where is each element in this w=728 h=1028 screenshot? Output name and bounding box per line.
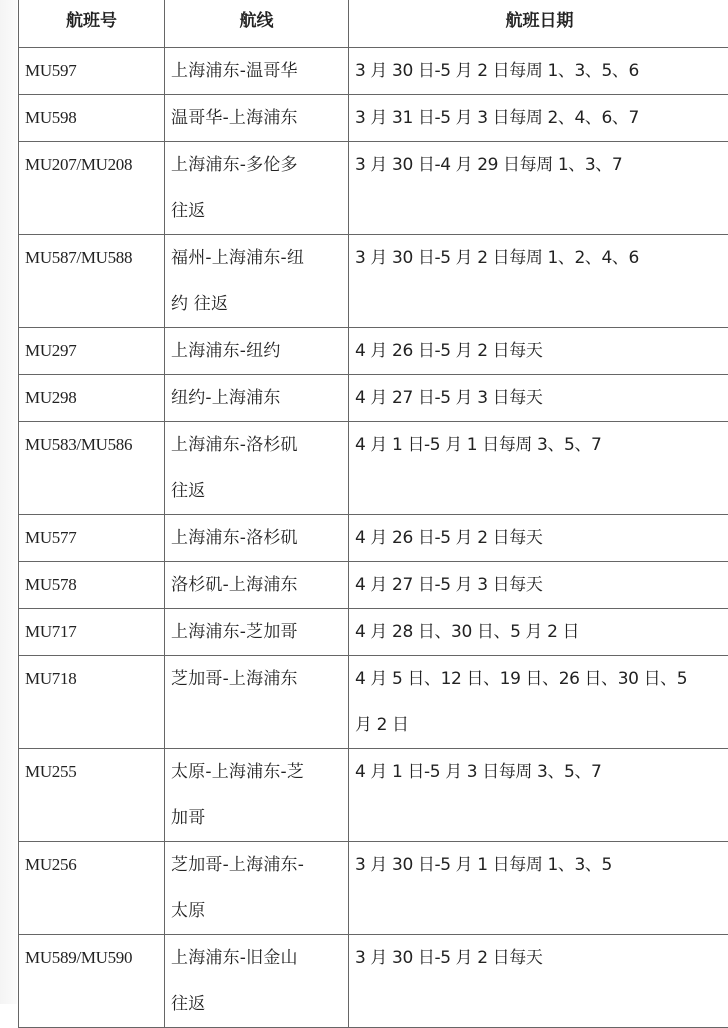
- route-line: 太原-上海浦东-芝: [171, 749, 348, 795]
- route-cell: [165, 656, 349, 749]
- flight-dates-cell: [349, 609, 728, 656]
- flight-number-cell: MU577: [19, 515, 165, 562]
- dates-line: 4 月 28 日、30 日、5 月 2 日: [355, 609, 728, 655]
- route-line: 上海浦东-芝加哥: [171, 609, 348, 655]
- table-header: [19, 0, 728, 48]
- page-left-margin: [0, 0, 17, 1004]
- table-row: [19, 422, 728, 515]
- header-flight-number: 航班号: [19, 0, 165, 48]
- flight-dates-cell: [349, 328, 728, 375]
- route-line: 上海浦东-多伦多: [171, 142, 348, 188]
- table-row: [19, 749, 728, 842]
- flight-number-cell: MU578: [19, 562, 165, 609]
- route-line: 往返: [171, 981, 348, 1027]
- route-cell: [165, 515, 349, 562]
- route-line: 洛杉矶-上海浦东: [171, 562, 348, 608]
- table-row: [19, 328, 728, 375]
- flight-schedule-table: [18, 0, 728, 1028]
- route-line: 纽约-上海浦东: [171, 375, 348, 421]
- flight-dates-cell: [349, 935, 728, 1028]
- route-cell: [165, 935, 349, 1028]
- route-cell: [165, 235, 349, 328]
- route-cell: [165, 749, 349, 842]
- route-line: 太原: [171, 888, 348, 934]
- flight-dates-cell: [349, 142, 728, 235]
- flight-number-cell: MU587/MU588: [19, 235, 165, 328]
- dates-line: 4 月 27 日-5 月 3 日每天: [355, 375, 728, 421]
- flight-number-cell: MU589/MU590: [19, 935, 165, 1028]
- route-line: 加哥: [171, 795, 348, 841]
- route-cell: [165, 609, 349, 656]
- flight-number-cell: MU583/MU586: [19, 422, 165, 515]
- flight-number-cell: MU598: [19, 95, 165, 142]
- header-route: 航线: [165, 0, 349, 48]
- flight-number-cell: MU297: [19, 328, 165, 375]
- route-cell: [165, 142, 349, 235]
- route-line: 芝加哥-上海浦东-: [171, 842, 348, 888]
- route-cell: [165, 842, 349, 935]
- table-row: [19, 609, 728, 656]
- dates-line: 月 2 日: [355, 702, 728, 748]
- header-row: [19, 0, 728, 48]
- route-line: 上海浦东-旧金山: [171, 935, 348, 981]
- dates-line: 4 月 5 日、12 日、19 日、26 日、30 日、5: [355, 656, 728, 702]
- route-line: 往返: [171, 468, 348, 514]
- flight-dates-cell: [349, 656, 728, 749]
- header-flight-dates: 航班日期: [349, 0, 728, 48]
- route-line: 上海浦东-温哥华: [171, 48, 348, 94]
- route-line: 约 往返: [171, 281, 348, 327]
- flight-number-cell: MU298: [19, 375, 165, 422]
- dates-line: 4 月 1 日-5 月 1 日每周 3、5、7: [355, 422, 728, 468]
- flight-dates-cell: [349, 515, 728, 562]
- dates-line: 4 月 26 日-5 月 2 日每天: [355, 515, 728, 561]
- route-cell: [165, 95, 349, 142]
- route-line: 福州-上海浦东-纽: [171, 235, 348, 281]
- dates-line: 4 月 27 日-5 月 3 日每天: [355, 562, 728, 608]
- route-line: 温哥华-上海浦东: [171, 95, 348, 141]
- table-row: [19, 515, 728, 562]
- dates-line: 3 月 30 日-5 月 2 日每周 1、3、5、6: [355, 48, 728, 94]
- flight-number-cell: MU717: [19, 609, 165, 656]
- dates-line: 3 月 31 日-5 月 3 日每周 2、4、6、7: [355, 95, 728, 141]
- table-row: [19, 142, 728, 235]
- table-row: [19, 235, 728, 328]
- flight-dates-cell: [349, 375, 728, 422]
- dates-line: 3 月 30 日-5 月 2 日每周 1、2、4、6: [355, 235, 728, 281]
- flight-number-cell: MU718: [19, 656, 165, 749]
- dates-line: 4 月 1 日-5 月 3 日每周 3、5、7: [355, 749, 728, 795]
- flight-dates-cell: [349, 48, 728, 95]
- flight-dates-cell: [349, 422, 728, 515]
- table-row: [19, 935, 728, 1028]
- route-cell: [165, 562, 349, 609]
- flight-number-cell: MU256: [19, 842, 165, 935]
- dates-line: 3 月 30 日-5 月 1 日每周 1、3、5: [355, 842, 728, 888]
- table-row: [19, 95, 728, 142]
- flight-number-cell: MU207/MU208: [19, 142, 165, 235]
- route-cell: [165, 422, 349, 515]
- route-line: 上海浦东-洛杉矶: [171, 515, 348, 561]
- route-line: 芝加哥-上海浦东: [171, 656, 348, 702]
- flight-dates-cell: [349, 235, 728, 328]
- route-line: 上海浦东-纽约: [171, 328, 348, 374]
- flight-dates-cell: [349, 749, 728, 842]
- dates-line: 3 月 30 日-5 月 2 日每天: [355, 935, 728, 981]
- table-row: [19, 842, 728, 935]
- flight-dates-cell: [349, 562, 728, 609]
- route-cell: [165, 375, 349, 422]
- table-row: [19, 375, 728, 422]
- flight-number-cell: MU597: [19, 48, 165, 95]
- flight-dates-cell: [349, 95, 728, 142]
- table-row: [19, 656, 728, 749]
- route-line: 往返: [171, 188, 348, 234]
- route-line: 上海浦东-洛杉矶: [171, 422, 348, 468]
- route-cell: [165, 328, 349, 375]
- dates-line: 4 月 26 日-5 月 2 日每天: [355, 328, 728, 374]
- dates-line: 3 月 30 日-4 月 29 日每周 1、3、7: [355, 142, 728, 188]
- table-row: [19, 562, 728, 609]
- table-body: [19, 48, 728, 1028]
- flight-dates-cell: [349, 842, 728, 935]
- route-cell: [165, 48, 349, 95]
- flight-number-cell: MU255: [19, 749, 165, 842]
- table-row: [19, 48, 728, 95]
